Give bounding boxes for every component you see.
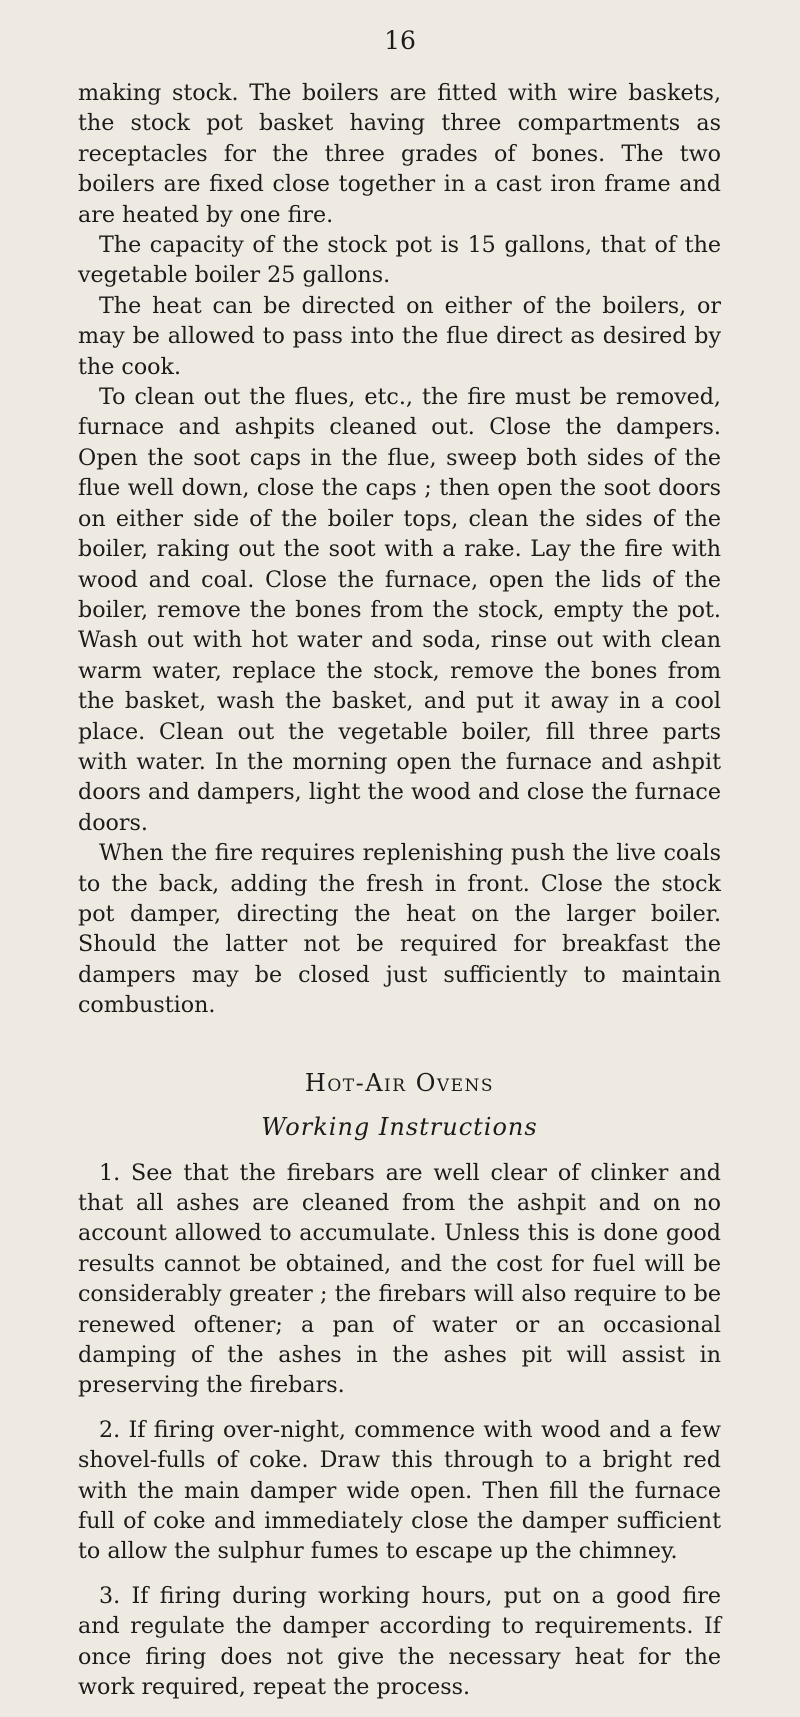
paragraph-replenishing-fire: When the fire requires replenishing push the live coals to the back, adding the fresh in front. Close the stock pot damper, directing the heat on the larger boiler. Should the latter not be required for breakfast the dampers may be closed just sufficiently to maintain combustion. (78, 840, 721, 1019)
page-number: 16 (384, 26, 416, 55)
paragraph-cleaning-flues: To clean out the flues, etc., the fire must be removed, furnace and ashpits cleaned out. Close the dampers. Open the soot caps in the flue, sweep both sides of the flue well down, close the caps ; then open the soot doors on either side of the boiler tops, clean the sides of the boiler, raking out the soot with a rake. Lay the fire with wood and coal. Close the furnace, open the lids of the boiler, remove the bones from the stock, empty the pot. Wash out with hot water and soda, rinse out with clean warm water, replace the stock, remove the bones from the basket, wash the basket, and put it away in a cool place. Clean out the vegetable boiler, fill three parts with water. In the morning open the furnace and ashpit doors and dampers, light the wood and close the furnace doors. (78, 384, 721, 836)
instruction-item: 1. See that the firebars are well clear of clinker and that all ashes are cleaned from the ashpit and on no account allowed to accumulate. Unless this is done good results cannot be obtained, and the cost for fuel will be considerably greater ; the firebars will also require to be renewed oftener; a pan of water or an occasional damping of the ashes in the ashes pit will assist in preserving the firebars. (78, 1159, 721, 1399)
section-heading: Hot-Air Ovens (304, 1068, 495, 1097)
instruction-item: 3. If firing during working hours, put on a good fire and regulate the damper according to requirements. If once firing does not give the necessary heat for the work required, repeat the process. (78, 1582, 721, 1701)
paragraph-heat-direction: The heat can be directed on either of the boilers, or may be allowed to pass into the flue direct as desired by the cook. (78, 292, 721, 380)
section-subheading: Working Instructions (261, 1112, 538, 1141)
paragraph-capacity: The capacity of the stock pot is 15 gallons, that of the vegetable boiler 25 gallons. (78, 232, 721, 289)
paragraph-stock-boilers: making stock. The boilers are fitted with wire baskets, the stock pot basket having three compartments as receptacles for the three grades of bones. The two boilers are fixed close together in a cast iron frame and are heated by one fire. (78, 80, 721, 228)
instruction-item: 2. If firing over-night, commence with wood and a few shovel-fulls of coke. Draw this through to a bright red with the main damper wide open. Then fill the furnace full of coke and immediately close the damper sufficient to allow the sulphur fumes to escape up the chimney. (78, 1416, 721, 1565)
page-body (78, 78, 721, 1717)
instruction-list (78, 1158, 721, 1703)
